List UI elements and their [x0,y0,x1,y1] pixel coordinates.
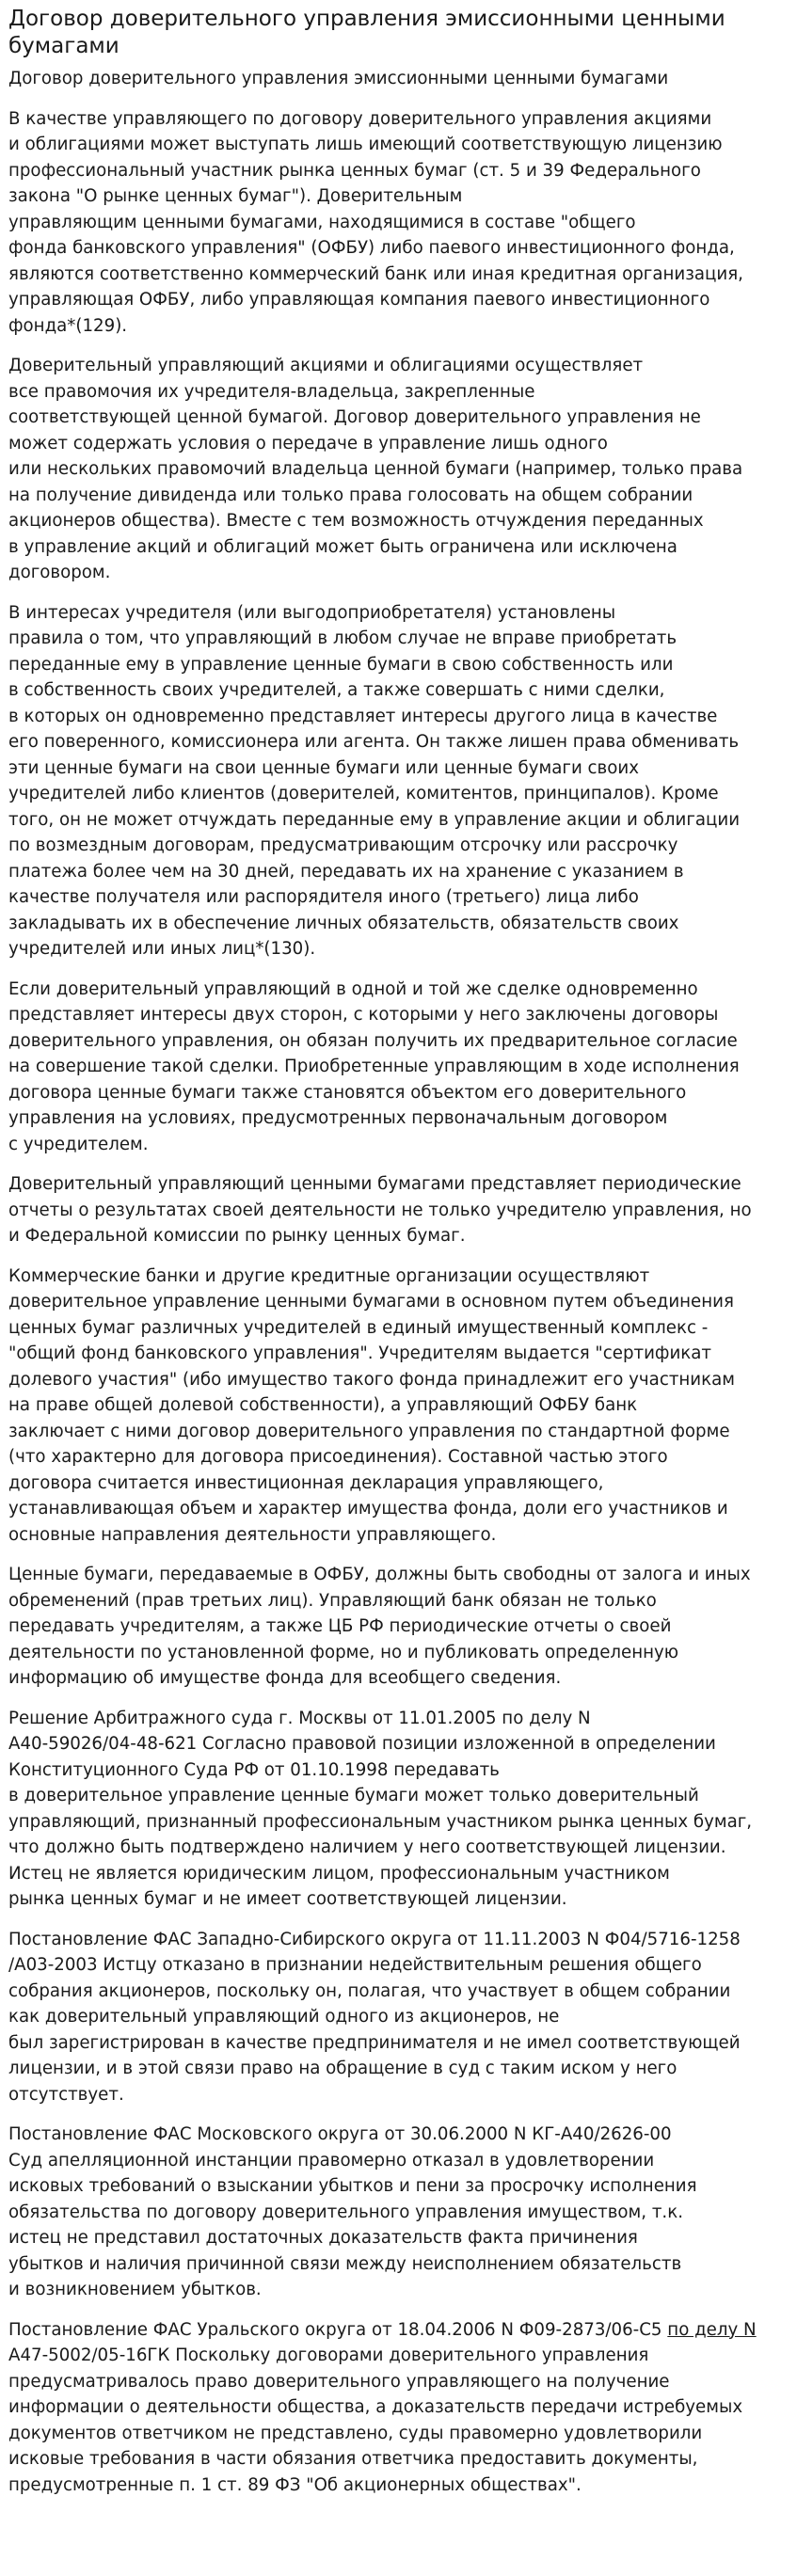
paragraph-4: Если доверительный управляющий в одной и той же сделке одновременно представляет интересы двух сторон, с которыми у него заключены договоры доверительного управления, он обязан получить их предварительное согласие на совершение такой сделки. Приобретенные управляющим в ходе исполнения договора ценные бумаги также становятся объектом его доверительного управления на условиях, предусмотренных первоначальным договором с учредителем. [8,978,740,1154]
paragraph-5: Доверительный управляющий ценными бумагами представляет периодические отчеты о результатах своей деятельности не только учредителю управления, но и Федеральной комиссии по рынку ценных бумаг. [8,1174,752,1246]
court-decision-paragraph-1: Решение Арбитражного суда г. Москвы от 11.01.2005 по делу N А40-59026/04-48-621 Согласно правовой позиции изложенной в определении Конституционного Суда РФ от 01.10.1998 передавать в доверительное управление ценные бумаги может только доверительный управляющий, признанный профессиональным участником рынка ценных бумаг, что должно быть подтверждено наличием у него соответствующей лицензии. Истец не является юридическим лицом, профессиональным участником рынка ценных бумаг и не имеет соответствующей лицензии. [8,1708,753,1909]
court-decision-paragraph-2: Постановление ФАС Западно-Сибирского округа от 11.11.2003 N Ф04/5716-1258 /А03-2003 Истцу отказано в признании недействительным решения общего собрания акционеров, поскольку он, полагая, что участвует в общем собрании как доверительный управляющий одного из акционеров, не был зарегистрирован в качестве предпринимателя и не имел соответствующей лицензии, и в этой связи право на обращение в суд с таким иском у него отсутствует. [8,1929,741,2105]
court-decision-paragraph-3: Постановление ФАС Московского округа от 30.06.2000 N КГ-А40/2626-00 Суд апелляционной инстанции правомерно отказал в удовлетворении исковых требований о взыскании убытков и пени за просрочку исполнения обязательства по договору доверительного управления имуществом, т.к. истец не представил достаточных доказательств факта причинения убытков и наличия причинной связи между неисполнением обязательств и возникновением убытков. [8,2124,697,2299]
paragraph-3: В интересах учредителя (или выгодоприобретателя) установлены правила о том, что управляющий в любом случае не вправе приобретать переданные ему в управление ценные бумаги в свою собственность или в собственность своих учредителей, а также совершать с ними сделки, в которых он одновременно представляет интересы другого лица в качестве его поверенного, комиссионера или агента. Он также лишен права обменивать эти ценные бумаги на свои ценные бумаги или ценные бумаги своих учредителей либо клиентов (доверителей, комитентов, принципалов). Кроме того, он не может отчуждать переданные ему в управление акции и облигации по возмездным договорам, предусматривающим отсрочку или рассрочку платежа более чем на 30 дней, передавать их на хранение с указанием в качестве получателя или распорядителя иного (третьего) лица либо закладывать их в обеспечение личных обязательств, обязательств своих учредителей или иных лиц*(130). [8,602,741,959]
paragraph-6: Коммерческие банки и другие кредитные организации осуществляют доверительное управление ценными бумагами в основном путем объединения ценных бумаг различных учредителей в единый имущественный комплекс - "общий фонд банковского управления". Учредителям выдается "сертификат долевого участия" (ибо имущество такого фонда принадлежит его участникам на праве общей долевой собственности), а управляющий ОФБУ банк заключает с ними договор доверительного управления по стандартной форме (что характерно для договора присоединения). Составной частью этого договора считается инвестиционная декларация управляющего, устанавливающая объем и характер имущества фонда, доли его участников и основные направления деятельности управляющего. [8,1265,735,1545]
paragraph-text-end: А47-5002/05-16ГК Поскольку договорами доверительного управления предусматривалось право доверительного управляющего на получение информации о деятельности общества, а доказательств передачи истребуемых документов ответчиком не представлено, суды правомерно удовлетворили исковые требования в части обязания ответчика предоставить документы, предусмотренные п. 1 ст. 89 ФЗ "Об акционерных обществах". [8,2345,743,2495]
page-title: Договор доверительного управления эмиссионными ценными бумагами [8,7,725,58]
paragraph-7: Ценные бумаги, передаваемые в ОФБУ, должны быть свободны от залога и иных обременений (прав третьих лиц). Управляющий банк обязан не только передавать учредителям, а также ЦБ РФ периодические отчеты о своей деятельности по установленной форме, но и публиковать определенную информацию об имуществе фонда для всеобщего сведения. [8,1565,751,1688]
document-page [0,6,797,2498]
paragraph-text-start: Постановление ФАС Уральского округа от 18.04.2006 N Ф09-2873/06-С5 [8,2319,668,2340]
document-subtitle: Договор доверительного управления эмиссионными ценными бумагами [8,69,669,88]
case-link[interactable]: по делу N [667,2319,757,2340]
court-decision-paragraph-4 [8,2317,789,2499]
paragraph-1: В качестве управляющего по договору доверительного управления акциями и облигациями может выступать лишь имеющий соответствующую лицензию профессиональный участник рынка ценных бумаг (ст. 5 и 39 Федерального закона "О рынке ценных бумаг"). Доверительным управляющим ценными бумагами, находящимися в составе "общего фонда банковского управления" (ОФБУ) либо паевого инвестиционного фонда, являются соответственно коммерческий банк или иная кредитная организация, управляющая ОФБУ, либо управляющая компания паевого инвестиционного фонда*(129). [8,108,743,336]
paragraph-2: Доверительный управляющий акциями и облигациями осуществляет все правомочия их учредителя-владельца, закрепленные соответствующей ценной бумагой. Договор доверительного управления не может содержать условия о передаче в управление лишь одного или нескольких правомочий владельца ценной бумаги (например, только права на получение дивиденда или только права голосовать на общем собрании акционеров общества). Вместе с тем возможность отчуждения переданных в управление акций и облигаций может быть ограничена или исключена договором. [8,356,743,582]
